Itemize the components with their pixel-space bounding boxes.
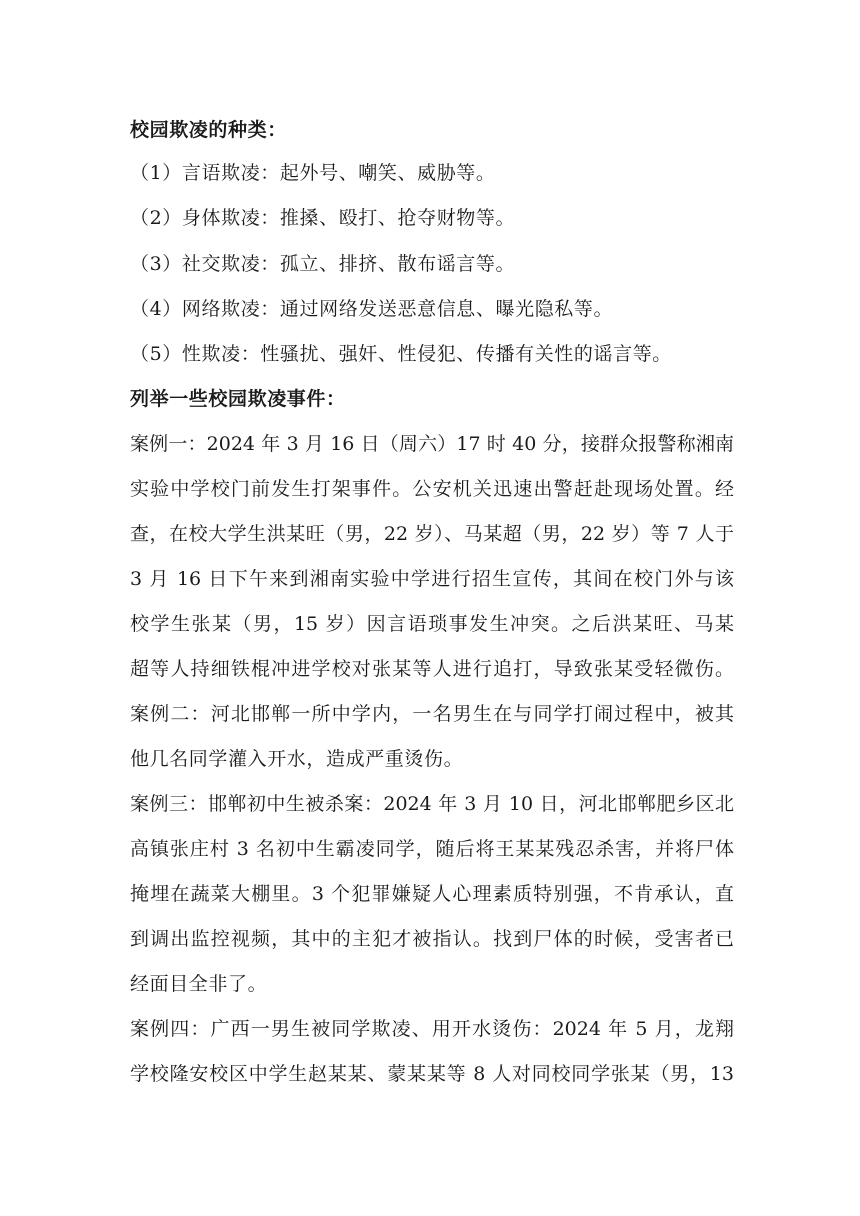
case-4-line: 学校隆安校区中学生赵某某、蒙某某等 8 人对同校同学张某（男，13 (130, 1063, 734, 1085)
cases-heading: 列举一些校园欺凌事件： (130, 388, 346, 410)
case-3-line: 高镇张庄村 3 名初中生霸凌同学，随后将王某某残忍杀害，并将尸体 (130, 838, 734, 860)
case-2-line: 案例二：河北邯郸一所中学内，一名男生在与同学打闹过程中，被其 (130, 703, 734, 725)
case-1-line: 案例一：2024 年 3 月 16 日（周六）17 时 40 分，接群众报警称湘南 (130, 433, 734, 455)
case-3-line: 掩埋在蔬菜大棚里。3 个犯罪嫌疑人心理素质特别强，不肯承认，直 (130, 883, 734, 905)
case-4-line: 案例四：广西一男生被同学欺凌、用开水烫伤：2024 年 5 月，龙翔 (130, 1018, 734, 1040)
type-item-verbal: （1）言语欺凌：起外号、嘲笑、威胁等。 (130, 162, 496, 184)
case-1-line: 实验中学校门前发生打架事件。公安机关迅速出警赶赴现场处置。经 (130, 478, 734, 500)
case-3-line: 到调出监控视频，其中的主犯才被指认。找到尸体的时候，受害者已 (130, 928, 734, 950)
case-1-line: 超等人持细铁棍冲进学校对张某等人进行追打，导致张某受轻微伤。 (130, 658, 734, 680)
case-3-line: 经面目全非了。 (130, 973, 268, 995)
case-2-line: 他几名同学灌入开水，造成严重烫伤。 (130, 748, 464, 770)
case-1-line: 校学生张某（男，15 岁）因言语琐事发生冲突。之后洪某旺、马某 (130, 613, 734, 635)
types-heading: 校园欺凌的种类： (130, 119, 287, 141)
case-1-line: 查，在校大学生洪某旺（男，22 岁）、马某超（男，22 岁）等 7 人于 (130, 523, 734, 545)
type-item-social: （3）社交欺凌：孤立、排挤、散布谣言等。 (130, 253, 516, 275)
type-item-cyber: （4）网络欺凌：通过网络发送恶意信息、曝光隐私等。 (130, 298, 614, 320)
type-item-sexual: （5）性欺凌：性骚扰、强奸、性侵犯、传播有关性的谣言等。 (130, 343, 672, 365)
case-1-line: 3 月 16 日下午来到湘南实验中学进行招生宣传，其间在校门外与该 (130, 568, 734, 590)
case-3-line: 案例三：邯郸初中生被杀案：2024 年 3 月 10 日，河北邯郸肥乡区北 (130, 793, 734, 815)
type-item-physical: （2）身体欺凌：推搡、殴打、抢夺财物等。 (130, 207, 516, 229)
